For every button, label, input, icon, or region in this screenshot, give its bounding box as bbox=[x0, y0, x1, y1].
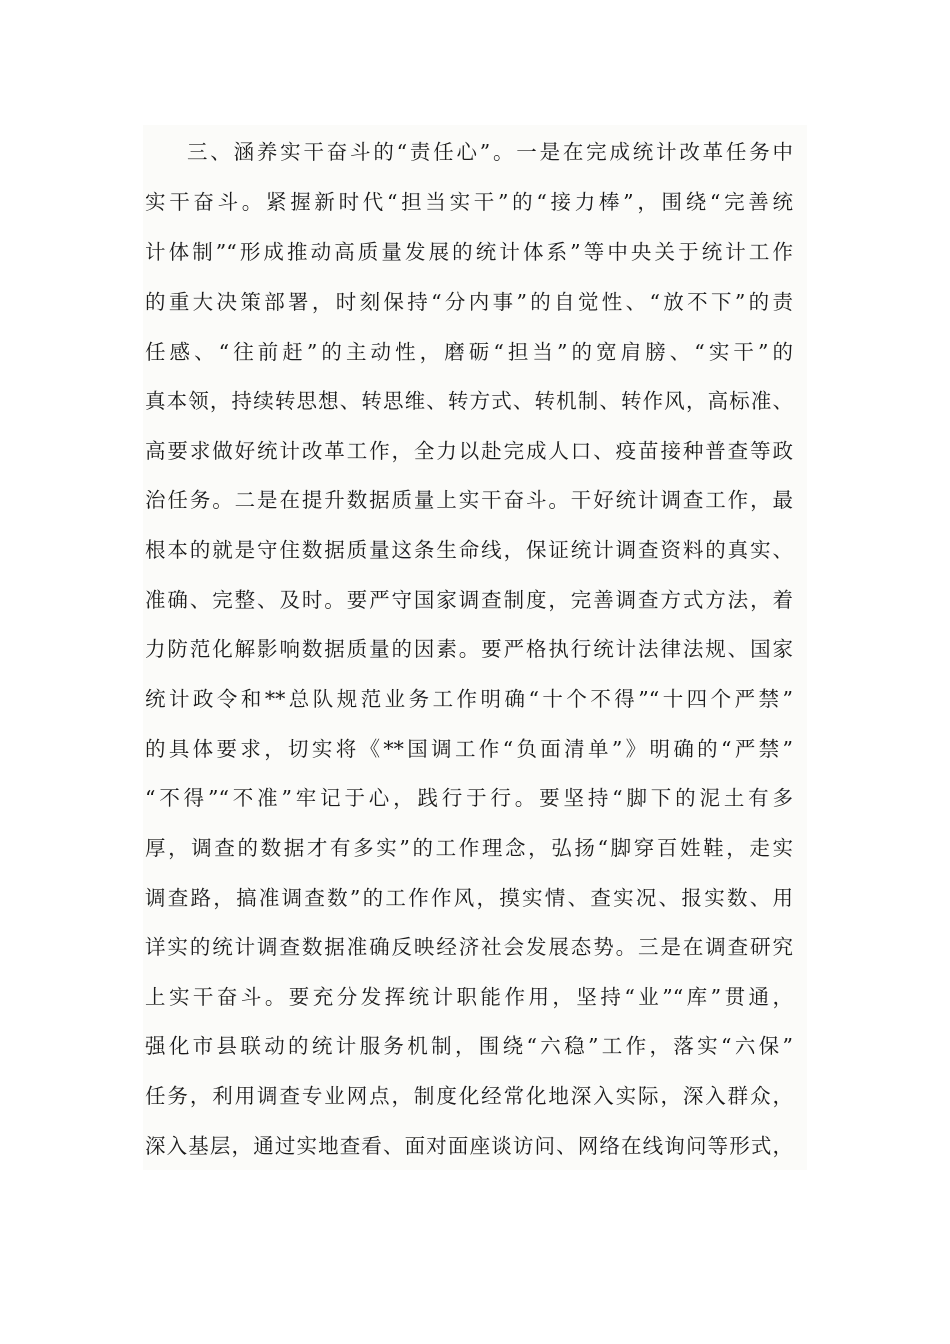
paragraph-line-2: 实干奋斗。紧握新时代“担当实干”的“接力棒”，围绕“完善统 bbox=[145, 190, 793, 214]
paragraph-line-18: 上实干奋斗。要充分发挥统计职能作用，坚持“业”“库”贯通， bbox=[145, 985, 793, 1009]
paragraph-line-9: 根本的就是守住数据质量这条生命线，保证统计调查资料的真实、 bbox=[145, 538, 793, 562]
paragraph-line-20: 任务，利用调查专业网点，制度化经常化地深入实际，深入群众， bbox=[145, 1084, 793, 1108]
paragraph-line-19: 强化市县联动的统计服务机制，围绕“六稳”工作，落实“六保” bbox=[145, 1034, 793, 1058]
paragraph-line-14: “不得”“不准”牢记于心，践行于行。要坚持“脚下的泥土有多 bbox=[145, 786, 793, 810]
paragraph-line-11: 力防范化解影响数据质量的因素。要严格执行统计法律法规、国家 bbox=[145, 637, 793, 661]
paragraph-line-12: 统计政令和**总队规范业务工作明确“十个不得”“十四个严禁” bbox=[145, 687, 793, 711]
paragraph-line-4: 的重大决策部署，时刻保持“分内事”的自觉性、“放不下”的责 bbox=[145, 290, 793, 314]
paragraph-line-5: 任感、“往前赶”的主动性，磨砺“担当”的宽肩膀、“实干”的 bbox=[145, 340, 793, 364]
paragraph-line-10: 准确、完整、及时。要严守国家调查制度，完善调查方式方法，着 bbox=[145, 588, 793, 612]
paragraph-line-21: 深入基层，通过实地查看、面对面座谈访问、网络在线询问等形式， bbox=[145, 1134, 793, 1158]
paragraph-line-3: 计体制”“形成推动高质量发展的统计体系”等中央关于统计工作 bbox=[145, 240, 793, 264]
paragraph-line-17: 详实的统计调查数据准确反映经济社会发展态势。三是在调查研究 bbox=[145, 935, 793, 959]
paragraph-line-13: 的具体要求，切实将《**国调工作“负面清单”》明确的“严禁” bbox=[145, 737, 793, 761]
paragraph-line-15: 厚，调查的数据才有多实”的工作理念，弘扬“脚穿百姓鞋，走实 bbox=[145, 836, 793, 860]
paragraph-line-16: 调查路，搞准调查数”的工作作风，摸实情、查实况、报实数、用 bbox=[145, 886, 793, 910]
paragraph-line-6: 真本领，持续转思想、转思维、转方式、转机制、转作风，高标准、 bbox=[145, 389, 793, 413]
paragraph-line-8: 治任务。二是在提升数据质量上实干奋斗。干好统计调查工作，最 bbox=[145, 488, 793, 512]
paragraph-line-1: 三、涵养实干奋斗的“责任心”。一是在完成统计改革任务中 bbox=[187, 140, 793, 164]
paragraph-line-7: 高要求做好统计改革工作，全力以赴完成人口、疫苗接种普查等政 bbox=[145, 439, 793, 463]
